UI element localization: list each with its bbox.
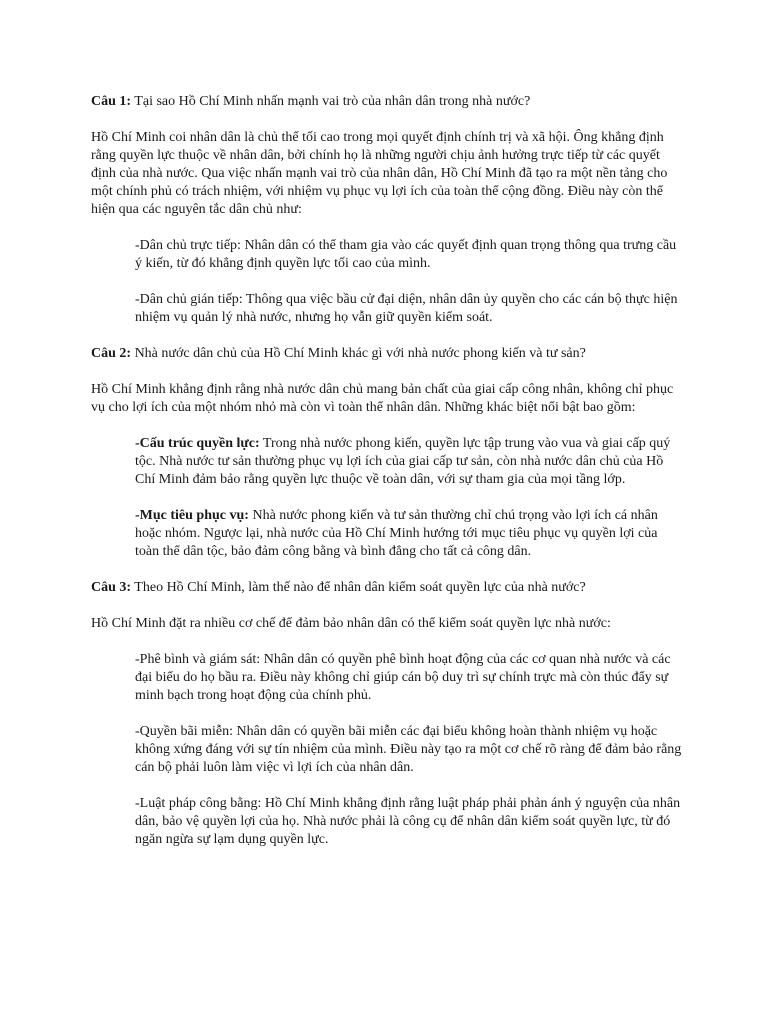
- answer-3-point-1: [135, 651, 683, 705]
- point-term: -Dân chủ gián tiếp:: [135, 292, 243, 307]
- document-body: [91, 93, 683, 867]
- question-1: [91, 93, 683, 111]
- answer-2-intro: Hồ Chí Minh khẳng định rằng nhà nước dân chủ mang bản chất của giai cấp công nhân, không chỉ phục vụ cho lợi ích của một nhóm nhỏ mà còn vì toàn thể nhân dân. Những khác biệt nổi bật bao gồm:: [91, 382, 674, 415]
- question-3: [91, 579, 683, 597]
- answer-1-point-1: [135, 237, 683, 273]
- point-text: Trong nhà nước phong kiến, quyền lực tập trung vào vua và giai cấp quý tộc. Nhà nước tư sản thường phục vụ lợi ích của giai cấp tư sản, còn nhà nước dân chủ của Hồ Chí Minh đảm bảo rằng quyền lực thuộc về toàn dân, với sự tham gia của mọi tầng lớp.: [135, 436, 671, 487]
- point-text: Thông qua việc bầu cử đại diện, nhân dân ủy quyền cho các cán bộ thực hiện nhiệm vụ quản lý nhà nước, nhưng họ vẫn giữ quyền kiểm soát.: [135, 292, 678, 325]
- point-text: Nhân dân có quyền bãi miễn các đại biểu không hoàn thành nhiệm vụ hoặc không xứng đáng với sự tín nhiệm của mình. Điều này tạo ra một cơ chế rõ ràng để đảm bảo rằng cán bộ phải luôn làm việc vì lợi ích của nhân dân.: [135, 724, 682, 775]
- answer-2-point-2: [135, 507, 683, 561]
- point-text: Nhân dân có quyền phê bình hoạt động của các cơ quan nhà nước và các đại biểu do họ bầu ra. Điều này không chỉ giúp cán bộ duy trì sự chính trực mà còn thúc đẩy sự minh bạch trong hoạt động của chính phủ.: [135, 652, 671, 703]
- point-term: -Luật pháp công bằng:: [135, 796, 262, 811]
- answer-1-intro: Hồ Chí Minh coi nhân dân là chủ thể tối cao trong mọi quyết định chính trị và xã hội. Ông khẳng định rằng quyền lực thuộc về nhân dân, bởi chính họ là những người chịu ảnh hưởng trực tiếp từ các quyết định của nhà nước. Qua việc nhấn mạnh vai trò của nhân dân, Hồ Chí Minh đã tạo ra một nền tảng cho một chính phủ có trách nhiệm, với nhiệm vụ phục vụ lợi ích của toàn thể cộng đồng. Điều này còn thể hiện qua các nguyên tắc dân chủ như:: [91, 130, 668, 217]
- question-2: [91, 345, 683, 363]
- point-text: Hồ Chí Minh khẳng định rằng luật pháp phải phản ánh ý nguyện của nhân dân, bảo vệ quyền lợi của họ. Nhà nước phải là công cụ để nhân dân kiểm soát quyền lực, từ đó ngăn ngừa sự lạm dụng quyền lực.: [135, 796, 681, 847]
- point-text: Nhà nước phong kiến và tư sản thường chỉ chú trọng vào lợi ích cá nhân hoặc nhóm. Ngược lại, nhà nước của Hồ Chí Minh hướng tới mục tiêu phục vụ quyền lợi của toàn thể dân tộc, bảo đảm công bằng và bình đẳng cho tất cả công dân.: [135, 508, 658, 559]
- answer-3-intro: Hồ Chí Minh đặt ra nhiều cơ chế để đảm bảo nhân dân có thể kiểm soát quyền lực nhà nước:: [91, 616, 611, 631]
- point-term: -Phê bình và giám sát:: [135, 652, 261, 667]
- point-term: -Mục tiêu phục vụ:: [135, 508, 249, 523]
- point-term: -Cấu trúc quyền lực:: [135, 436, 260, 451]
- answer-1-point-2: [135, 291, 683, 327]
- answer-3-point-2: [135, 723, 683, 777]
- point-term: -Quyền bãi miễn:: [135, 724, 233, 739]
- question-3-label: Câu 3:: [91, 580, 132, 595]
- answer-3-point-3: [135, 795, 683, 849]
- question-3-text: Theo Hồ Chí Minh, làm thế nào để nhân dân kiểm soát quyền lực của nhà nước?: [131, 580, 586, 595]
- question-1-text: Tại sao Hồ Chí Minh nhấn mạnh vai trò của nhân dân trong nhà nước?: [131, 94, 531, 109]
- question-1-label: Câu 1:: [91, 94, 132, 109]
- point-text: Nhân dân có thể tham gia vào các quyết định quan trọng thông qua trưng cầu ý kiến, từ đó khẳng định quyền lực tối cao của mình.: [135, 238, 677, 271]
- point-term: -Dân chủ trực tiếp:: [135, 238, 241, 253]
- question-2-text: Nhà nước dân chủ của Hồ Chí Minh khác gì với nhà nước phong kiến và tư sản?: [131, 346, 586, 361]
- answer-2-point-1: [135, 435, 683, 489]
- question-2-label: Câu 2:: [91, 346, 132, 361]
